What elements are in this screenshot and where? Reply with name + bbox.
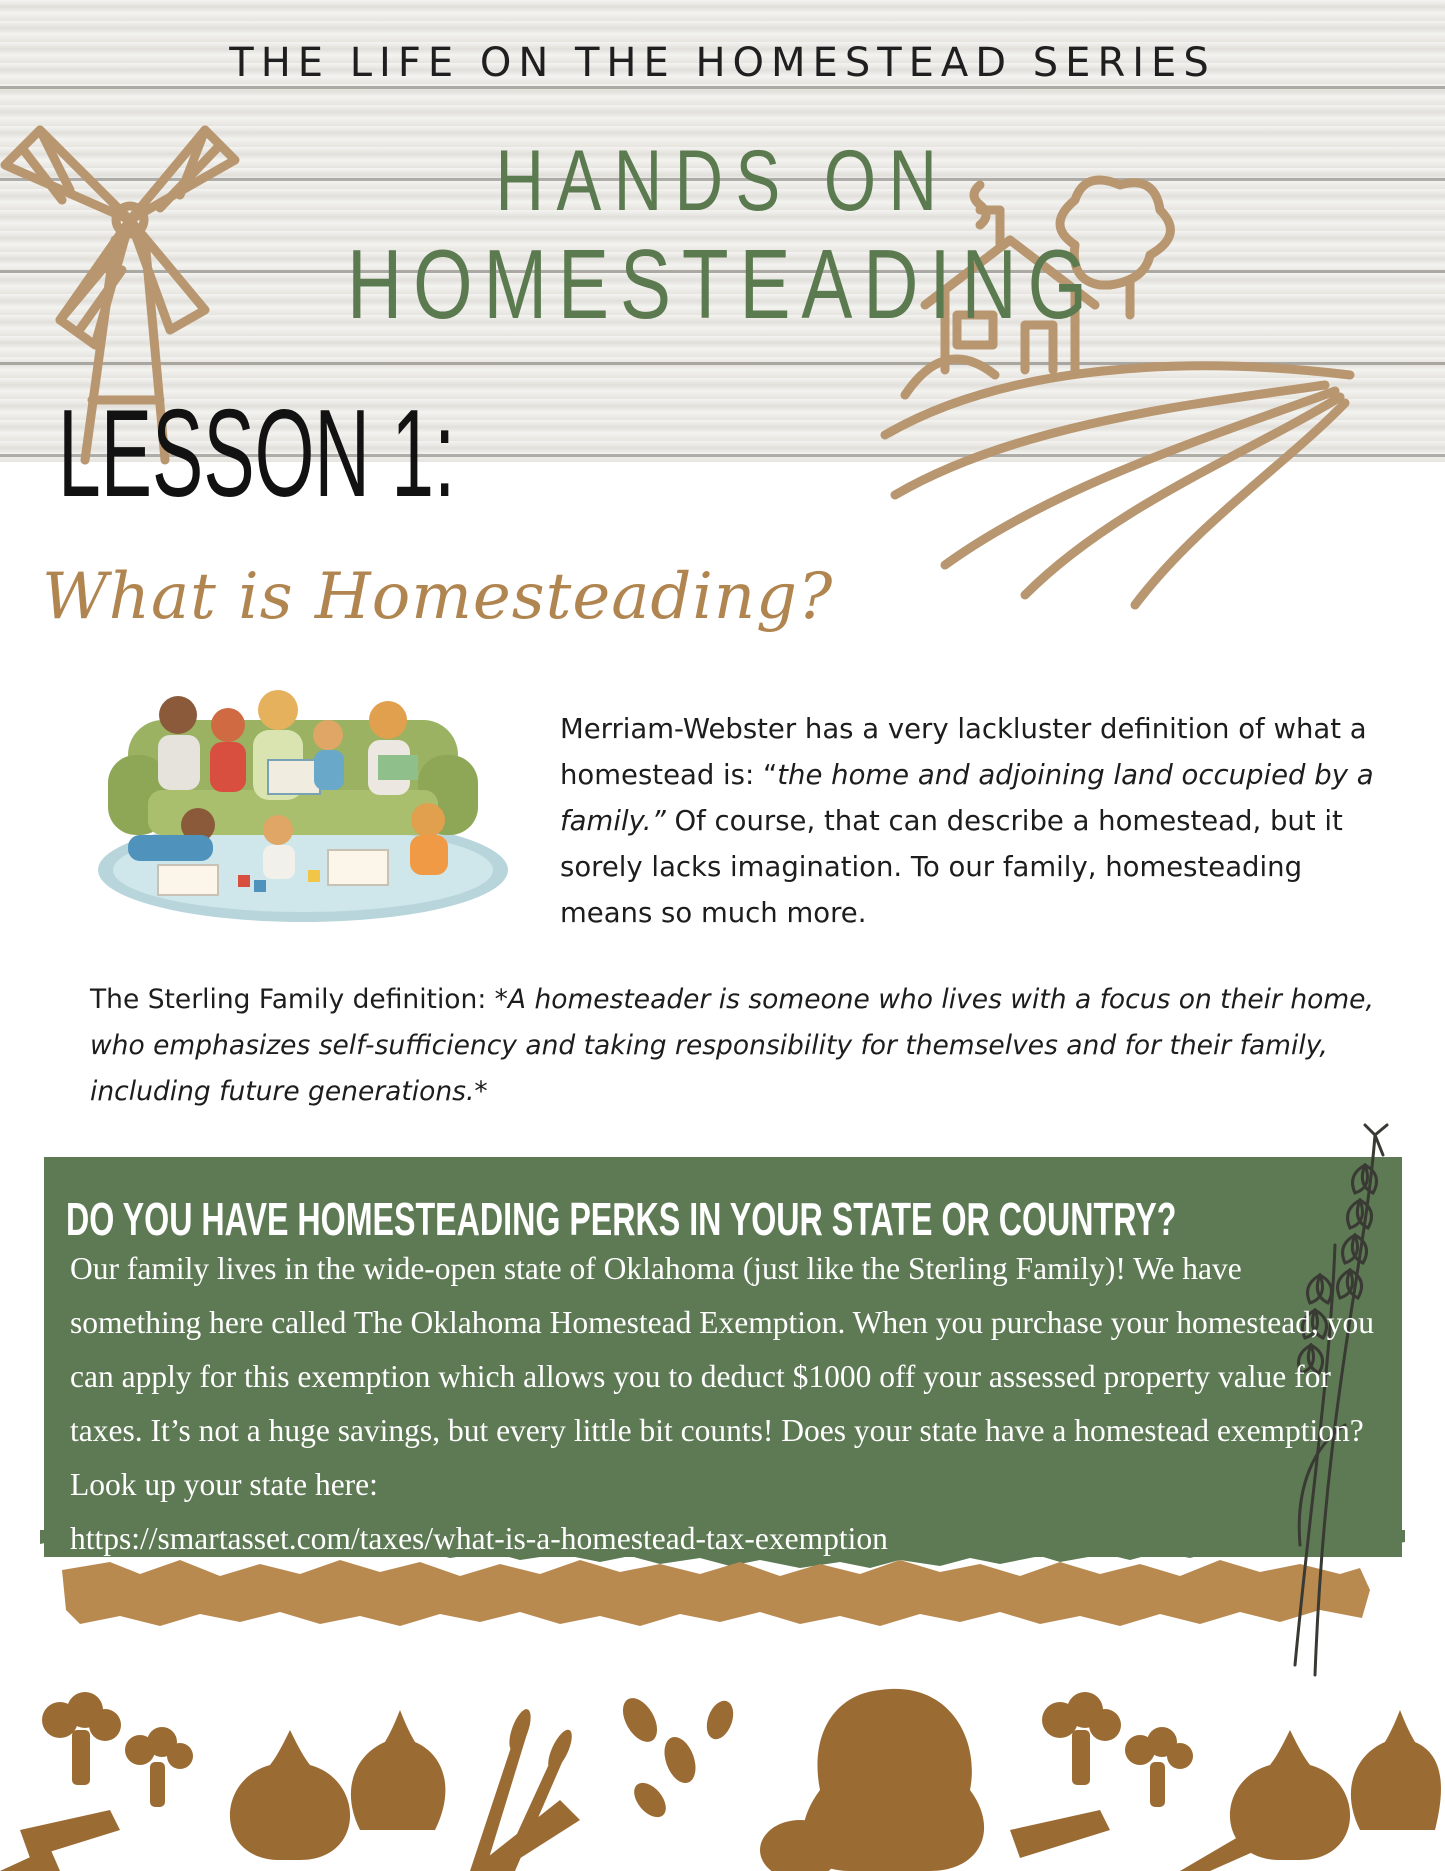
lesson-number: LESSON 1: xyxy=(58,385,456,523)
series-title: THE LIFE ON THE HOMESTEAD SERIES xyxy=(229,40,1216,86)
olive-branch-icon xyxy=(616,1692,738,1823)
lesson-heading: What is Homesteading? xyxy=(42,560,834,634)
broccoli-icon xyxy=(42,1692,193,1807)
intro-text-before: Merriam-Webster has a very lackluster definition of what a homestead is: “ xyxy=(560,713,1367,791)
main-title-line1: HANDS ON xyxy=(495,133,950,229)
corn-icon xyxy=(0,1810,120,1871)
main-title-line2: HOMESTEADING xyxy=(346,229,1099,339)
perks-heading: DO YOU HAVE HOMESTEADING PERKS IN YOUR STATE OR COUNTRY? xyxy=(66,1193,1177,1245)
broccoli-icon-right xyxy=(1042,1692,1193,1807)
definition-paragraph xyxy=(90,977,1380,1115)
perks-body-text: Our family lives in the wide-open state of Oklahoma (just like the Sterling Family)! We have something here called The Oklahoma Homestead Exemption. When you purchase your homestead, you can apply for this exemption which allows you to deduct $1000 off your assessed property value for taxes. It’s not a huge savings, but every little bit counts! Does your state have a homestead exemption? Look up your state here: xyxy=(70,1251,1374,1502)
vegetable-pattern-footer xyxy=(0,1680,1445,1871)
intro-paragraph xyxy=(560,706,1380,936)
family-reading-illustration xyxy=(88,680,518,930)
perks-link[interactable]: https://smartasset.com/taxes/what-is-a-homestead-tax-exemption xyxy=(70,1521,888,1556)
intro-text-after: Of course, that can describe a homestead, but it sorely lacks imagination. To our family, homesteading means so much more. xyxy=(560,805,1343,929)
perks-body xyxy=(70,1242,1380,1566)
garlic-icon-right xyxy=(1230,1710,1441,1860)
corn-icon-right xyxy=(1010,1810,1262,1871)
intro-quote: the home and adjoining land occupied by a family.” xyxy=(560,759,1374,837)
garlic-icon xyxy=(230,1710,445,1860)
definition-text: *A homesteader is someone who lives with a focus on their home, who emphasizes self-sufficiency and taking responsibility for themselves and for their family, including future generations.* xyxy=(90,984,1374,1107)
definition-label: The Sterling Family definition: xyxy=(90,984,495,1015)
squash-icon xyxy=(760,1689,984,1871)
